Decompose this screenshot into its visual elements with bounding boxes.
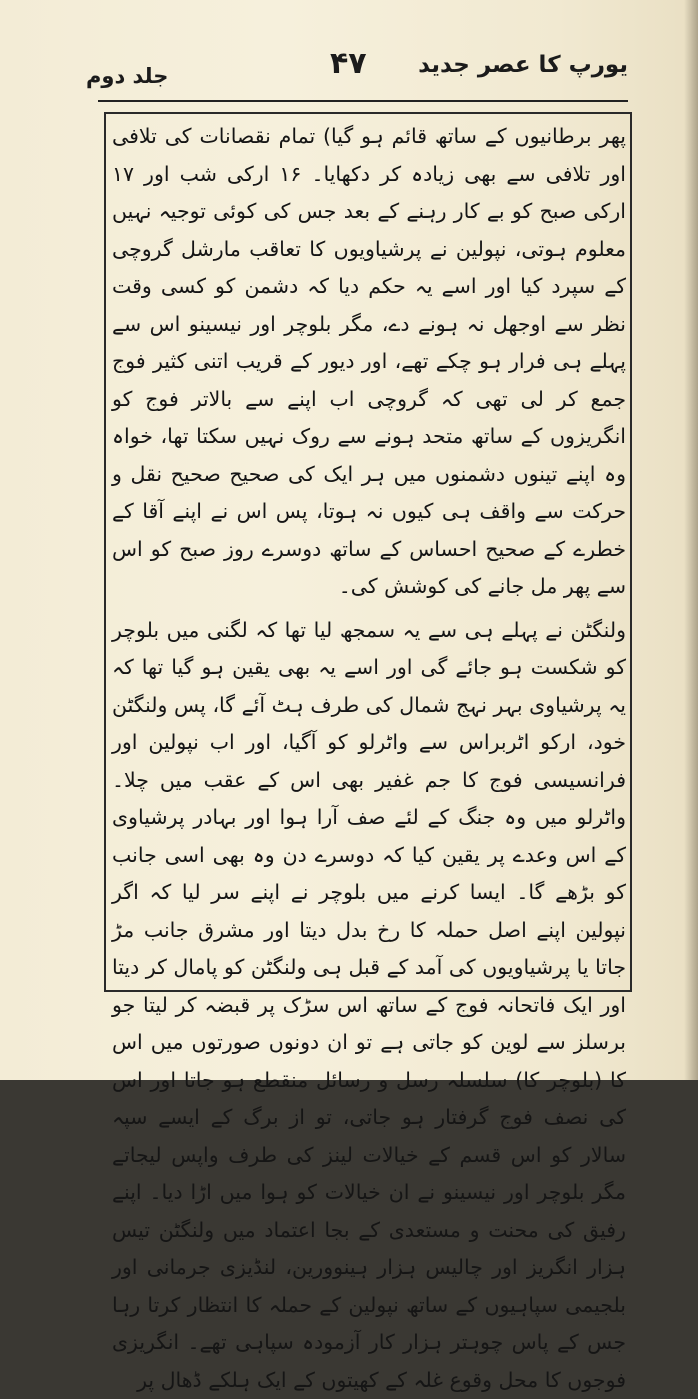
body-text	[112, 118, 626, 988]
volume-label: جلد دوم	[86, 64, 168, 88]
page-header	[0, 0, 698, 120]
running-head: یورپ کا عصر جدید	[418, 52, 628, 78]
page-number: ۴۷	[330, 46, 367, 81]
header-rule	[98, 100, 628, 102]
paragraph-1: پھر برطانیوں کے ساتھ قائم ہو گیا) تمام نقصانات کی تلافی اور تلافی سے بھی زیادہ کر دکھایا۔ ۱۶ ارکی شب اور ۱۷ ارکی صبح کو بے کار رہنے کے بعد جس کی کوئی توجیہ نہیں معلوم ہوتی، نپولین نے پرشیاویوں کا تعاقب مارشل گروچی کے سپرد کیا اور اسے یہ حکم دیا کہ دشمن کو کسی وقت نظر سے اوجھل نہ ہونے دے، مگر بلوچر اور نیسینو اس سے پہلے ہی فرار ہو چکے تھے، اور دیور کے قریب اتنی کثیر فوج جمع کر لی تھی کہ گروچی اب اپنے سے بالاتر فوج کو انگریزوں کے ساتھ متحد ہونے سے روک نہیں سکتا تھا، خواہ وہ اپنے تینوں دشمنوں میں ہر ایک کی صحیح صحیح نقل و حرکت سے واقف ہی کیوں نہ ہوتا، پس اس نے اپنے آقا کے خطرے کے صحیح احساس کے ساتھ دوسرے روز صبح کو اس سے پھر مل جانے کی کوشش کی۔	[112, 118, 626, 606]
paragraph-2: ولنگٹن نے پہلے ہی سے یہ سمجھ لیا تھا کہ لگنی میں بلوچر کو شکست ہو جائے گی اور اسے یہ بھی یقین ہو گیا تھا کہ یہ پرشیاوی بہر نہج شمال کی طرف ہٹ آئے گا، پس ولنگٹن خود، ارکو اٹربراس سے واٹرلو کو آگیا، اور اب نپولین اور فرانسیسی فوج کا جم غفیر بھی اس کے عقب میں چلا۔ واٹرلو میں وہ جنگ کے لئے صف آرا ہوا اور بہادر پرشیاوی کے اس وعدے پر یقین کیا کہ دوسرے دن وہ بھی اسی جانب کو بڑھے گا۔ ایسا کرنے میں بلوچر نے اپنے سر لیا کہ اگر نپولین اپنے اصل حملہ کا رخ بدل دیتا اور مشرق جانب مڑ جاتا یا پرشیاویوں کی آمد کے قبل ہی ولنگٹن کو پامال کر دیتا اور ایک فاتحانہ فوج کے ساتھ اس سڑک پر قبضہ کر لیتا جو برسلز سے لوین کو جاتی ہے تو ان دونوں صورتوں میں اس کا (بلوچر کا) سلسلہ رسل و رسائل منقطع ہو جاتا اور اس کی نصف فوج گرفتار ہو جاتی، تو از برگ کے ایسے سپہ سالار کو اس قسم کے خیالات لینز کی طرف واپس لیجاتے مگر بلوچر اور نیسینو نے ان خیالات کو ہوا میں اڑا دیا۔ اپنے رفیق کی محنت و مستعدی کے بجا اعتماد میں ولنگٹن تیس ہزار انگریز اور چالیس ہزار ہینوورین، لنڈیزی جرمانی اور بلجیمی سپاہیوں کے ساتھ نپولین کے حملہ کا انتظار کرتا رہا جس کے پاس چوہتر ہزار کار آزمودہ سپاہی تھے۔ انگریزی فوجوں کا محل وقوع غلہ کے کھیتوں کے ایک ہلکے ڈھال پر	[112, 612, 626, 1399]
